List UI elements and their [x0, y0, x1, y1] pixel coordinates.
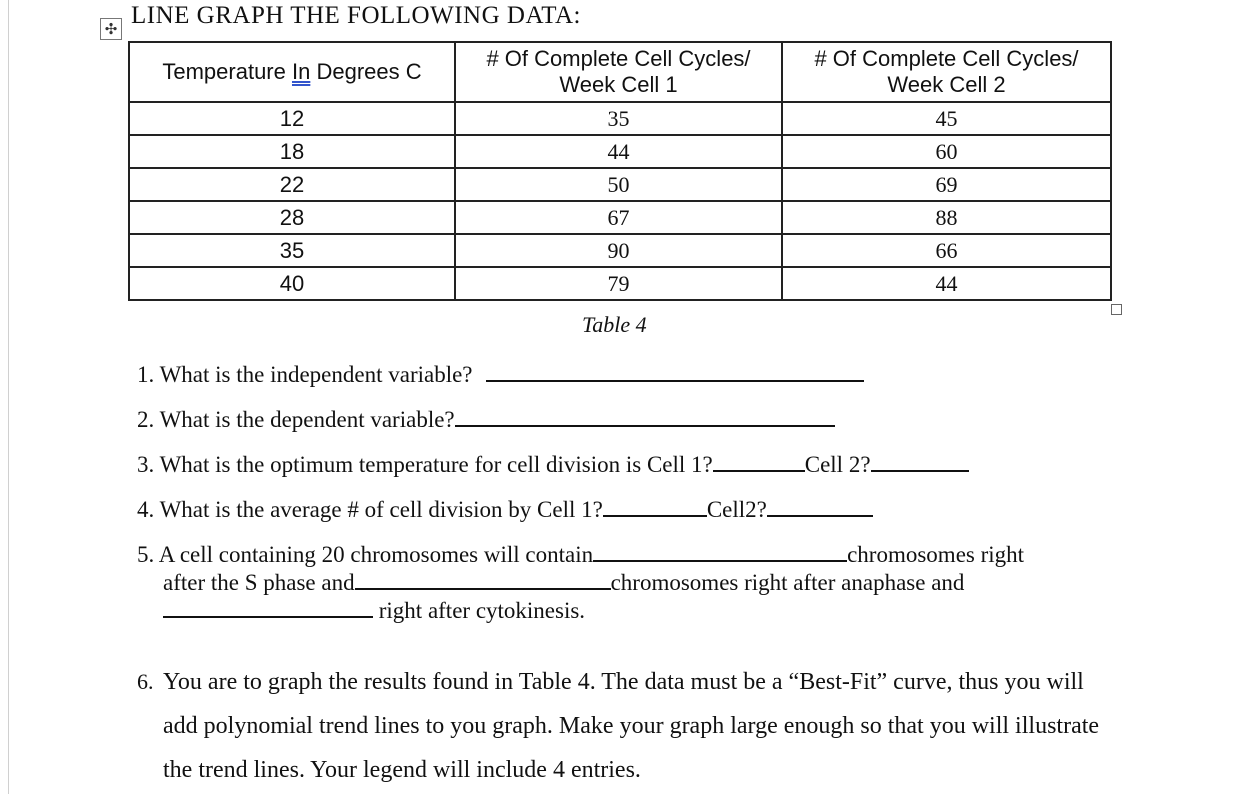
- cell-cell1-cycles: 50: [455, 168, 782, 201]
- page-heading: LINE GRAPH THE FOLLOWING DATA:: [131, 2, 581, 29]
- table-row: [129, 201, 1111, 234]
- cell-cell1-cycles: 35: [455, 102, 782, 135]
- question-6: 6. You are to graph the results found in Table 4. The data must be a “Best-Fit” curve, thus you will add polynomial trend lines to you graph. Make your graph large enough so that you will illustrate the trend lines. Your legend will include 4 entries.: [137, 669, 1100, 783]
- table-row: [129, 267, 1111, 300]
- cell-cell2-cycles: 66: [782, 234, 1111, 267]
- page-left-edge: [8, 0, 9, 794]
- cell-cell1-cycles: 44: [455, 135, 782, 168]
- cell-cell1-cycles: 67: [455, 201, 782, 234]
- table-resize-handle-icon[interactable]: [1111, 304, 1122, 315]
- answer-blank[interactable]: [603, 495, 707, 517]
- table-row: [129, 102, 1111, 135]
- cell-cell2-cycles: 69: [782, 168, 1111, 201]
- question-4: 4. What is the average # of cell division by Cell 1? Cell2?: [137, 495, 873, 523]
- question-5: 5. A cell containing 20 chromosomes will contain chromosomes right after the S phase and chromosomes right after anaphase and right after cytokinesis.: [137, 542, 1025, 623]
- cell-cell2-cycles: 45: [782, 102, 1111, 135]
- cell-temperature: 22: [129, 168, 455, 201]
- cell-temperature: 40: [129, 267, 455, 300]
- table-row: [129, 234, 1111, 267]
- table-move-handle-icon[interactable]: ✣: [100, 18, 122, 40]
- spellcheck-word[interactable]: In: [291, 59, 311, 84]
- question-2: 2. What is the dependent variable?: [137, 405, 835, 433]
- answer-blank[interactable]: [355, 568, 611, 590]
- question-1: 1. What is the independent variable?: [137, 360, 864, 388]
- cell-cell2-cycles: 44: [782, 267, 1111, 300]
- cell-cell2-cycles: 88: [782, 201, 1111, 234]
- cell-temperature: 28: [129, 201, 455, 234]
- cell-cell1-cycles: 90: [455, 234, 782, 267]
- header-cell1: # Of Complete Cell Cycles/ Week Cell 1: [455, 42, 782, 102]
- table-row: [129, 135, 1111, 168]
- table-caption: Table 4: [582, 312, 647, 337]
- header-cell2: # Of Complete Cell Cycles/ Week Cell 2: [782, 42, 1111, 102]
- cell-cell1-cycles: 79: [455, 267, 782, 300]
- cell-temperature: 18: [129, 135, 455, 168]
- answer-blank[interactable]: [713, 450, 805, 472]
- table-row: [129, 168, 1111, 201]
- answer-blank[interactable]: [486, 360, 864, 382]
- cell-temperature: 35: [129, 234, 455, 267]
- data-table: [128, 41, 1112, 301]
- answer-blank[interactable]: [593, 540, 847, 562]
- answer-blank[interactable]: [163, 596, 373, 618]
- table-header-row: [129, 42, 1111, 102]
- cell-cell2-cycles: 60: [782, 135, 1111, 168]
- cell-temperature: 12: [129, 102, 455, 135]
- answer-blank[interactable]: [455, 405, 835, 427]
- question-3: 3. What is the optimum temperature for cell division is Cell 1? Cell 2?: [137, 450, 969, 478]
- answer-blank[interactable]: [767, 495, 873, 517]
- header-temperature: Temperature In Degrees C: [129, 42, 455, 102]
- answer-blank[interactable]: [871, 450, 969, 472]
